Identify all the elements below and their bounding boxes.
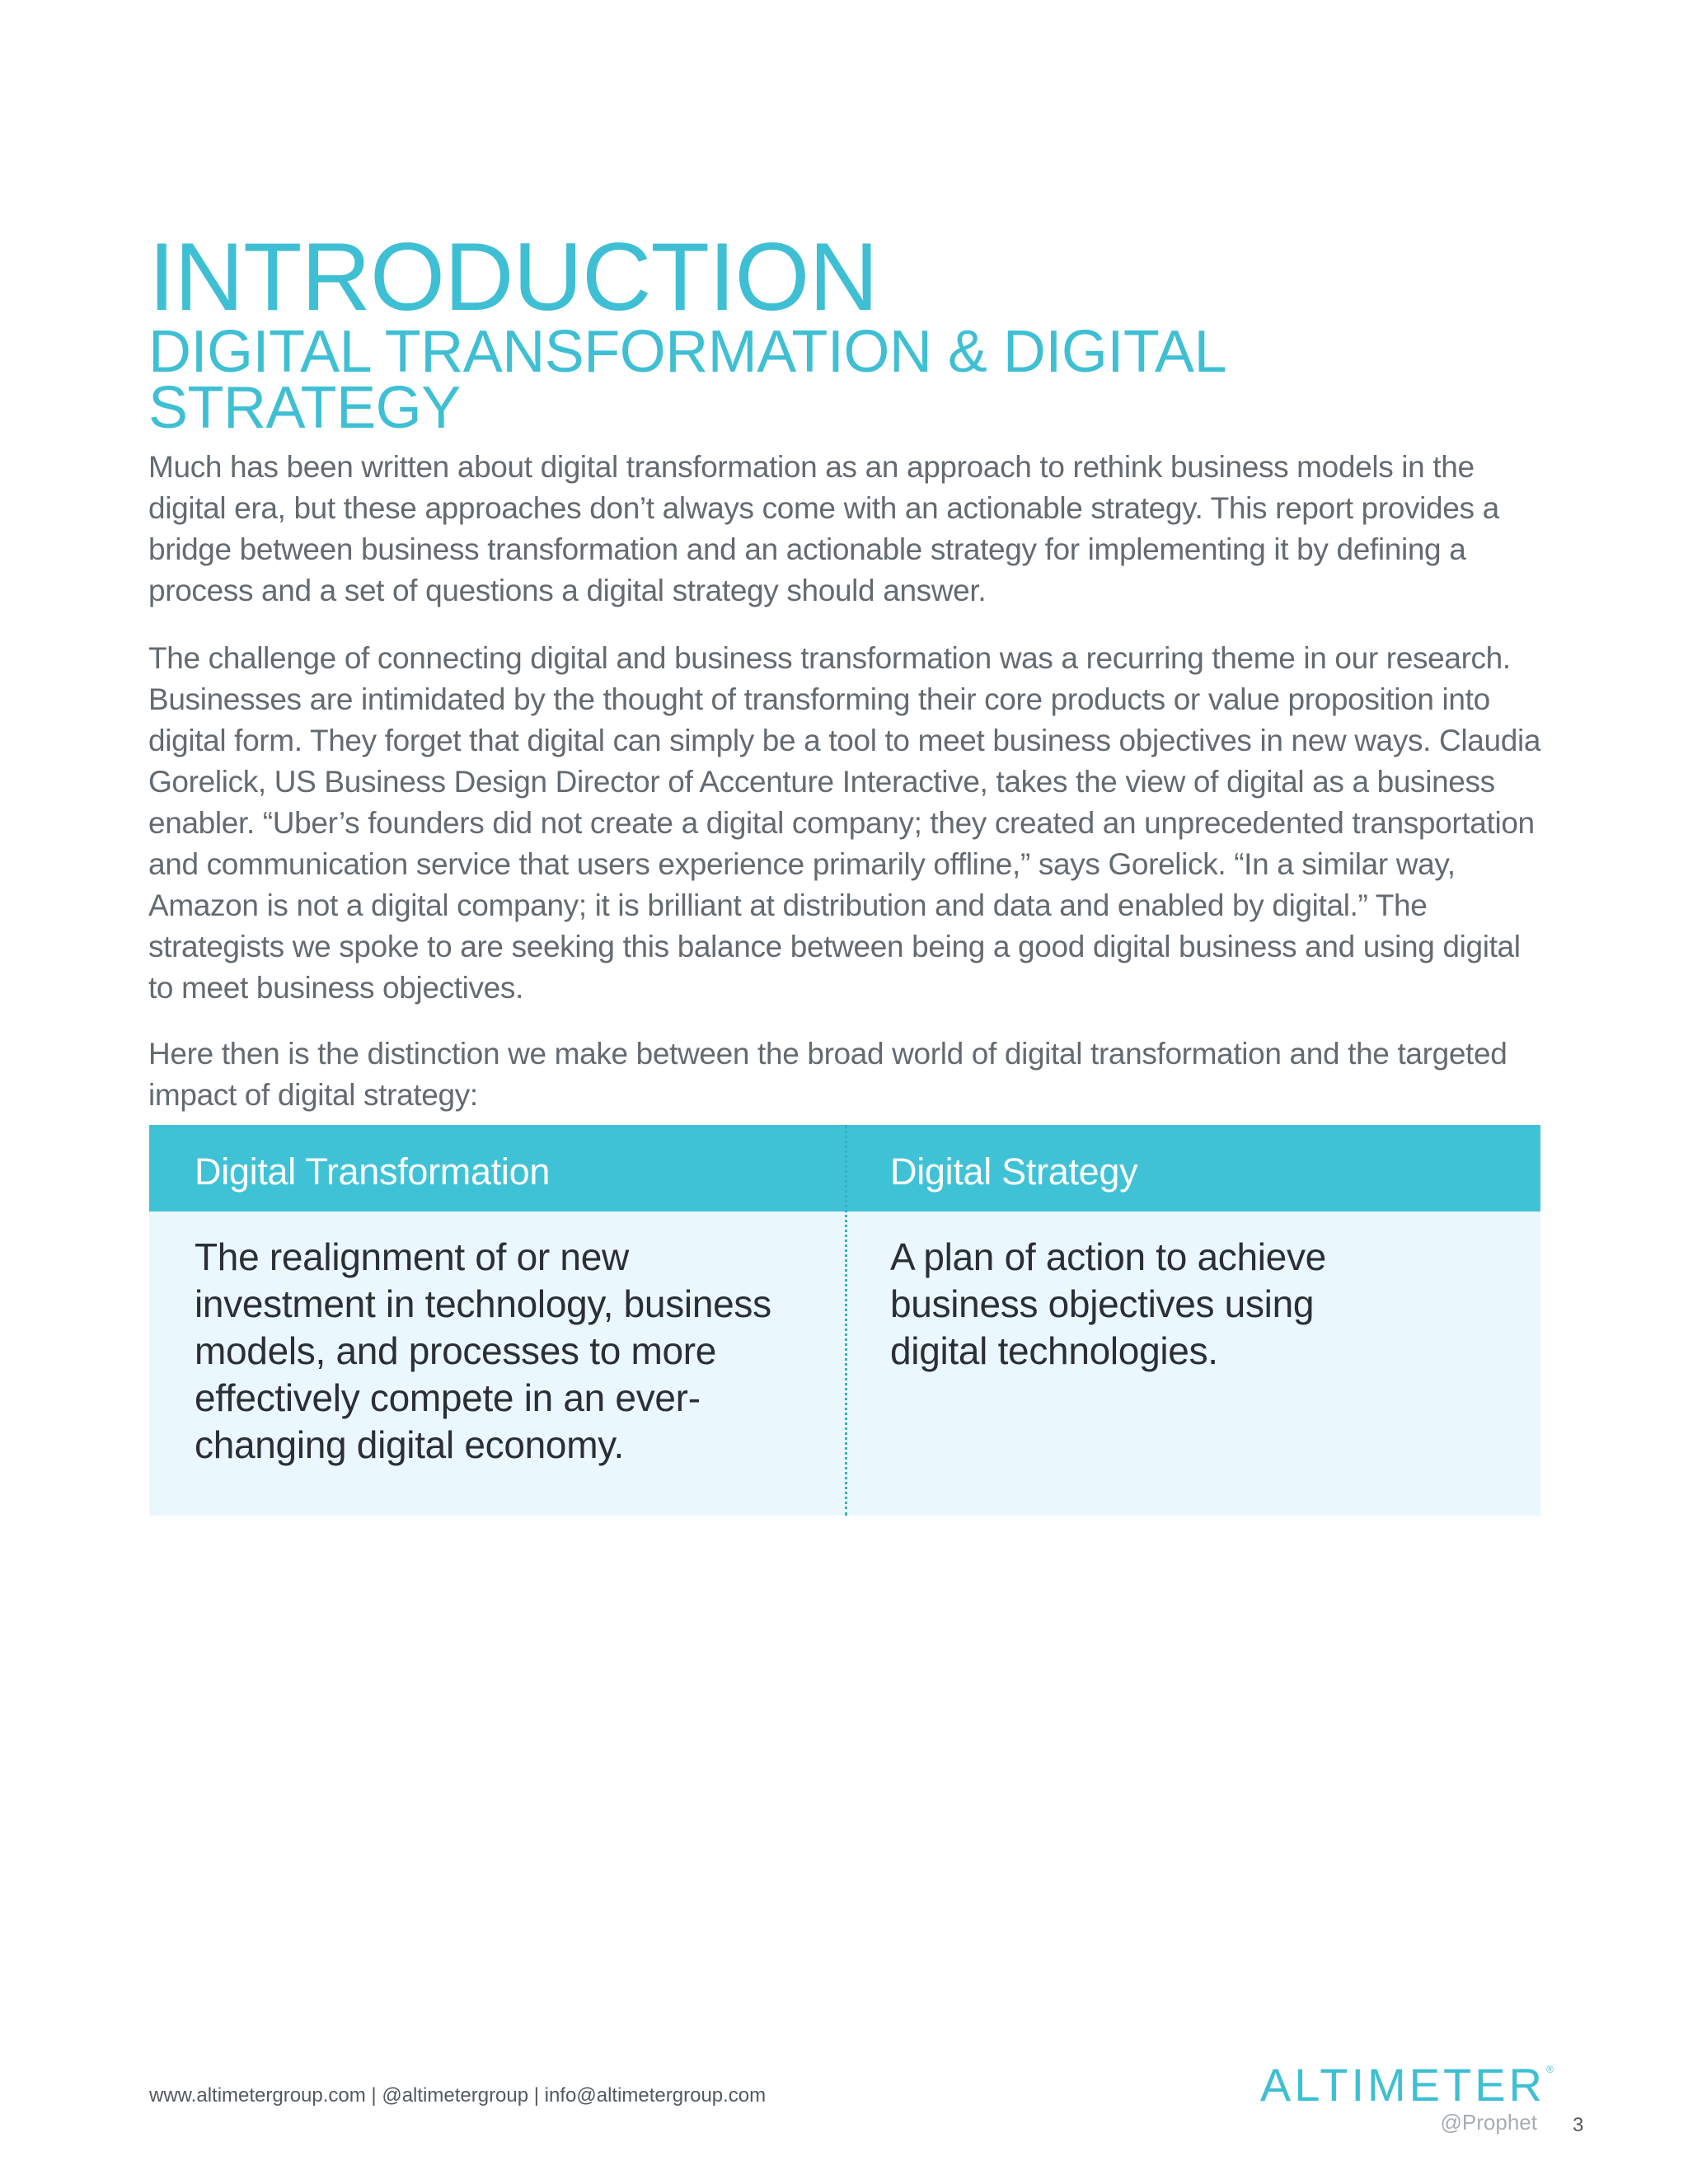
column-header: Digital Strategy (890, 1151, 1138, 1193)
challenge-paragraph: The challenge of connecting digital and business transformation was a recurring theme in our research. Businesses are intimidated by the thought of transforming their core products or value proposition into digital form. They forget that digital can simply be a tool to meet business objectives in new ways. Claudia Gorelick, US Business Design Director of Accenture Interactive, takes the view of digital as a business enabler. “Uber’s founders did not create a digital company; they created an unprecedented transportation and communication service that users experience primarily offline,” says Gorelick. “In a similar way, Amazon is not a digital company; it is brilliant at distribution and data and enabled by digital.” The strategists we spoke to are seeking this balance between being a good digital business and using digital to meet business objectives. (148, 641, 1541, 1005)
column-definition: A plan of action to achieve business objectives using digital technologies. (890, 1235, 1326, 1372)
comparison-table (149, 1125, 1540, 1516)
brand-wordmark: ALTIMETER (1259, 2059, 1545, 2111)
registered-mark: ® (1546, 2064, 1554, 2075)
page-subtitle: DIGITAL TRANSFORMATION & DIGITAL STRATEGY (148, 318, 1225, 441)
altimeter-logo (1249, 2059, 1554, 2143)
distinction-paragraph: Here then is the distinction we make between the broad world of digital transformation and the targeted impact of digital strategy: (148, 1037, 1507, 1112)
page-number: 3 (1573, 2114, 1584, 2136)
column-divider (845, 1125, 847, 1516)
column-definition: The realignment of or new investment in technology, business models, and processes to more effectively compete in an ever-changing digital economy. (195, 1235, 771, 1466)
intro-paragraph: Much has been written about digital transformation as an approach to rethink business models in the digital era, but these approaches don’t always come with an actionable strategy. This report provides a bridge between business transformation and an actionable strategy for implementing it by defining a process and a set of questions a digital strategy should answer. (148, 450, 1499, 607)
brand-subline: @Prophet (1440, 2110, 1537, 2135)
column-header: Digital Transformation (195, 1151, 551, 1193)
footer-links: www.altimetergroup.com | @altimetergroup | info@altimetergroup.com (149, 2084, 767, 2107)
comparison-column-transformation (195, 1125, 837, 1469)
page-title: INTRODUCTION (148, 223, 878, 331)
comparison-column-strategy (890, 1125, 1533, 1375)
